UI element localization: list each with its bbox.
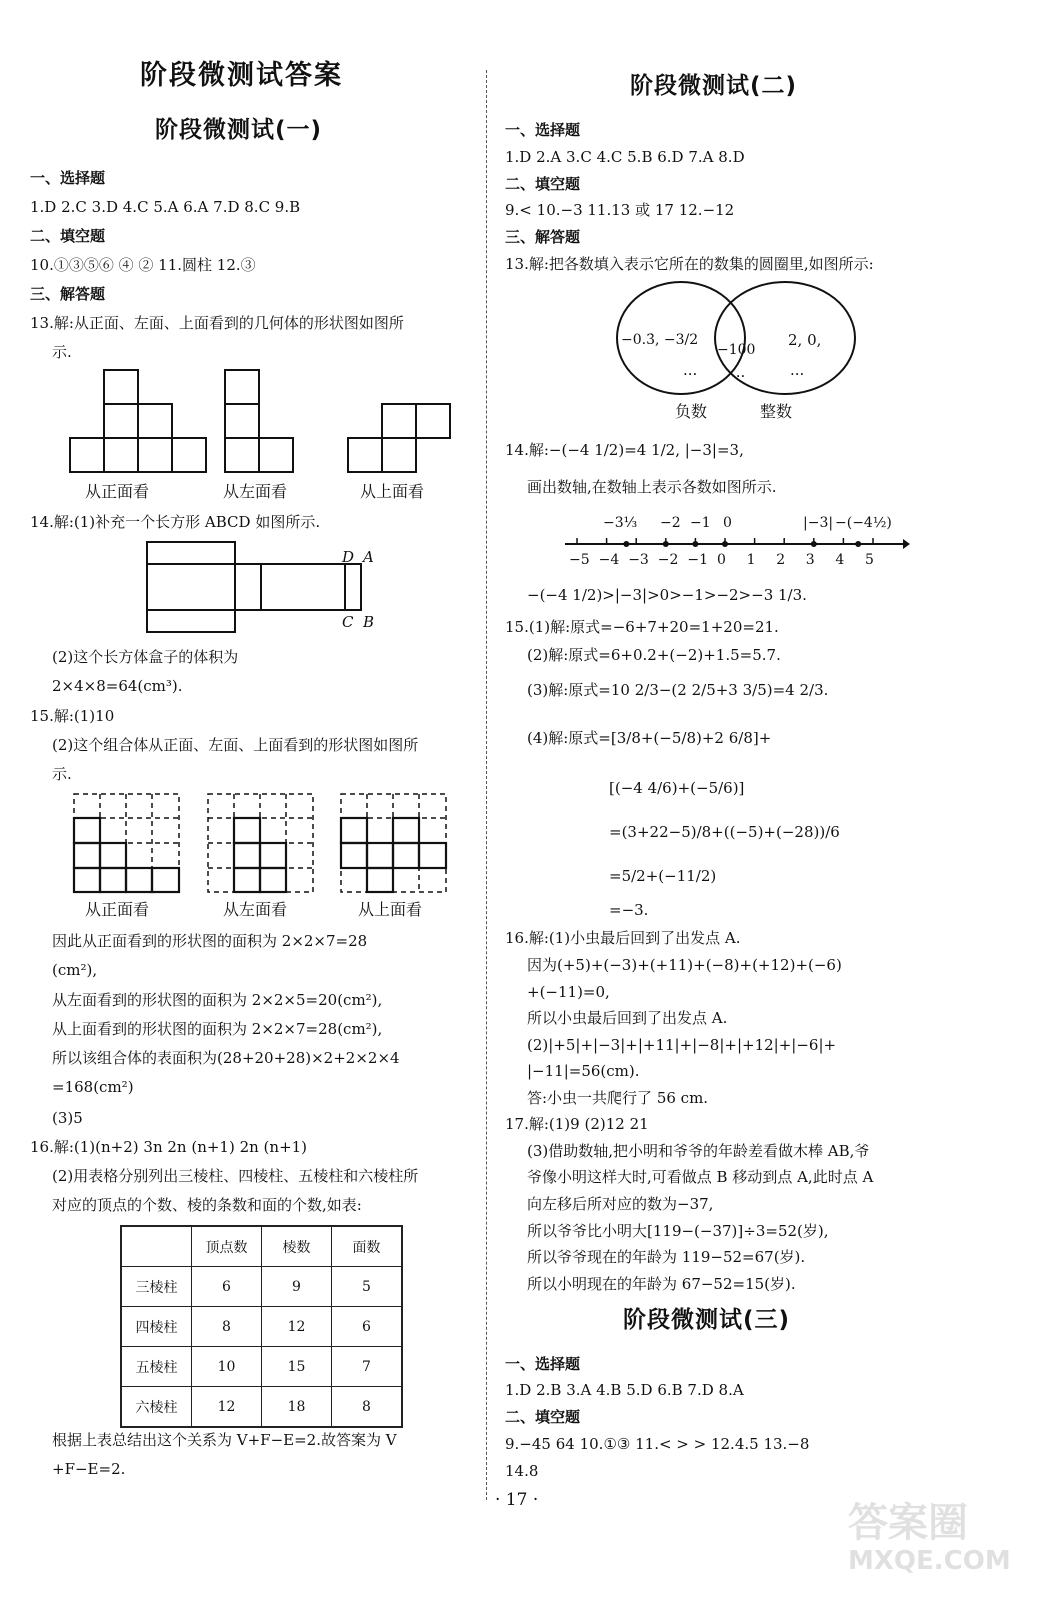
axis-point (811, 541, 817, 547)
test2-choice-answers: 1.D 2.A 3.C 4.C 5.B 6.D 7.A 8.D (505, 148, 745, 166)
axis-tick-label: 0 (717, 552, 726, 568)
test1-q15-line2: (2)这个组合体从正面、左面、上面看到的形状图如图所 (52, 736, 419, 754)
venn-middle-value: −100 (717, 342, 756, 358)
table-row (121, 1387, 402, 1428)
label-a: A (363, 548, 374, 566)
test2-q16-line6: |−11|=56(cm). (527, 1062, 640, 1080)
watermark-logo: 答案圈 (848, 1500, 968, 1546)
test1-sec-choice: 一、选择题 (30, 169, 106, 187)
axis-label-abs3: |−3| (803, 515, 834, 531)
test1-q15-line7: 从上面看到的形状图的面积为 2×2×7=28(cm²), (52, 1020, 383, 1038)
q13-views-figure (70, 370, 470, 475)
test3-choice-answers: 1.D 2.B 3.A 4.B 5.D 6.B 7.D 8.A (505, 1381, 744, 1399)
table-cell: 8 (332, 1387, 403, 1428)
test1-q13-line2: 示. (52, 343, 72, 361)
q15-views-figure (74, 794, 474, 894)
test1-q15-line3: 示. (52, 765, 72, 783)
test2-q17-line6: 所以爷爷现在的年龄为 119−52=67(岁). (527, 1248, 806, 1266)
axis-label-zero: 0 (723, 515, 732, 531)
test3-fill-answers-2: 14.8 (505, 1462, 539, 1480)
label-c: C (342, 613, 354, 631)
test1-q15-line4: 因此从正面看到的形状图的面积为 2×2×7=28 (52, 932, 368, 950)
test2-q14-line3: −(−4 1/2)>|−3|>0>−1>−2>−3 1/3. (527, 586, 807, 604)
table-cell: 9 (262, 1267, 332, 1307)
table-cell: 五棱柱 (121, 1347, 192, 1387)
watermark-url: MXQE.COM (848, 1546, 1011, 1576)
test2-q17-line4: 向左移后所对应的数为−37, (527, 1195, 714, 1213)
venn-left-more: ... (683, 361, 698, 379)
test2-q14-line2: 画出数轴,在数轴上表示各数如图所示. (527, 478, 777, 496)
test3-title: 阶段微测试(三) (623, 1307, 791, 1333)
venn-label-integer: 整数 (760, 402, 793, 421)
test2-title: 阶段微测试(二) (630, 73, 798, 99)
label-d: D (342, 548, 355, 566)
table-cell: 六棱柱 (121, 1387, 192, 1428)
test2-q15-1: 15.(1)解:原式=−6+7+20=1+20=21. (505, 618, 779, 636)
test2-q15-4c: =(3+22−5)/8+((−5)+(−28))/6 (609, 823, 840, 841)
axis-point (692, 541, 698, 547)
views1-caption-top: 从上面看 (360, 482, 425, 501)
table-cell: 6 (332, 1307, 403, 1347)
views1-caption-left: 从左面看 (223, 482, 288, 501)
axis-point (722, 541, 728, 547)
test2-q17-line2: (3)借助数轴,把小明和爷爷的年龄差看做木棒 AB,爷 (527, 1142, 870, 1160)
axis-tick-label: 2 (776, 552, 786, 568)
test1-choice-answers: 1.D 2.C 3.D 4.C 5.A 6.A 7.D 8.C 9.B (30, 198, 301, 216)
test2-q15-4e: =−3. (609, 901, 649, 919)
test2-q15-4d: =5/2+(−11/2) (609, 867, 717, 885)
test1-q16-line5: +F−E=2. (52, 1460, 126, 1478)
venn-right-values: 2, 0, (788, 331, 822, 349)
table-cell: 7 (332, 1347, 403, 1387)
test1-q14-line2: (2)这个长方体盒子的体积为 (52, 648, 239, 666)
table-row (121, 1347, 402, 1387)
test2-q16-line2: 因为(+5)+(−3)+(+11)+(−8)+(+12)+(−6) (527, 956, 842, 974)
views1-caption-front: 从正面看 (85, 482, 150, 501)
test2-fill-answers: 9.< 10.−3 11.13 或 17 12.−12 (505, 201, 735, 219)
table-header-row (121, 1226, 402, 1267)
views2-caption-front: 从正面看 (85, 900, 150, 919)
table-cell: 12 (262, 1307, 332, 1347)
test1-q15-line1: 15.解:(1)10 (30, 707, 115, 725)
table-cell: 18 (262, 1387, 332, 1428)
table-cell: 15 (262, 1347, 332, 1387)
axis-tick-label: −3 (628, 552, 649, 568)
table-cell: 5 (332, 1267, 403, 1307)
test1-q15-line5: (cm²), (52, 961, 98, 979)
views2-caption-top: 从上面看 (358, 900, 423, 919)
table-cell: 三棱柱 (121, 1267, 192, 1307)
axis-tick-label: 4 (835, 552, 845, 568)
page-number: · 17 · (495, 1490, 539, 1510)
axis-point (623, 541, 629, 547)
column-divider (486, 70, 487, 1500)
axis-label-neg3third: −3⅓ (603, 515, 638, 531)
table-row (121, 1307, 402, 1347)
test2-q17-line1: 17.解:(1)9 (2)12 21 (505, 1115, 649, 1133)
venn-left-values: −0.3̇, −3/2 (621, 332, 699, 348)
test2-q16-line5: (2)|+5|+|−3|+|+11|+|−8|+|+12|+|−6|+ (527, 1036, 837, 1054)
axis-tick-label: −5 (569, 552, 590, 568)
test1-fill-answers: 10.①③⑤⑥ ④ ② 11.圆柱 12.③ (30, 256, 256, 274)
venn-middle-more: ... (731, 363, 746, 381)
test3-sec-choice: 一、选择题 (505, 1355, 581, 1373)
test2-sec-choice: 一、选择题 (505, 121, 581, 139)
axis-tick-label: −2 (657, 552, 679, 568)
table-cell: 顶点数 (192, 1226, 262, 1267)
test1-q14-line3: 2×4×8=64(cm³). (52, 677, 183, 695)
test2-q14-line1: 14.解:−(−4 1/2)=4 1/2, |−3|=3, (505, 441, 744, 459)
axis-label-neg1: −1 (690, 515, 711, 531)
test1-sec-solve: 三、解答题 (30, 285, 106, 303)
table-cell: 12 (192, 1387, 262, 1428)
table-cell: 面数 (332, 1226, 403, 1267)
test2-sec-solve: 三、解答题 (505, 228, 581, 246)
views2-caption-left: 从左面看 (223, 900, 288, 919)
test1-sec-fill: 二、填空题 (30, 227, 106, 245)
axis-label-neg2: −2 (660, 515, 681, 531)
table-cell: 10 (192, 1347, 262, 1387)
page-title: 阶段微测试答案 (140, 60, 343, 91)
test2-q15-3: (3)解:原式=10 2/3−(2 2/5+3 3/5)=4 2/3. (527, 681, 829, 699)
test2-q17-line7: 所以小明现在的年龄为 67−52=15(岁). (527, 1275, 796, 1293)
test3-sec-fill: 二、填空题 (505, 1408, 581, 1426)
test2-q16-line1: 16.解:(1)小虫最后回到了出发点 A. (505, 929, 741, 947)
test2-q17-line5: 所以爷爷比小明大[119−(−37)]÷3=52(岁), (527, 1222, 829, 1240)
label-b: B (363, 613, 375, 631)
test1-q13-line1: 13.解:从正面、左面、上面看到的几何体的形状图如图所 (30, 314, 404, 332)
test1-q15-line10: (3)5 (52, 1109, 83, 1127)
test2-q13: 13.解:把各数填入表示它所在的数集的圆圈里,如图所示: (505, 255, 874, 273)
table-cell: 8 (192, 1307, 262, 1347)
test1-q16-line3: 对应的顶点的个数、棱的条数和面的个数,如表: (52, 1196, 362, 1214)
test2-q15-2: (2)解:原式=6+0.2+(−2)+1.5=5.7. (527, 646, 781, 664)
watermark (848, 1500, 1038, 1590)
test1-title: 阶段微测试(一) (155, 117, 323, 143)
axis-tick-label: 5 (865, 552, 874, 568)
table-row (121, 1267, 402, 1307)
test1-q15-line6: 从左面看到的形状图的面积为 2×2×5=20(cm²), (52, 991, 383, 1009)
test1-q16-line2: (2)用表格分别列出三棱柱、四棱柱、五棱柱和六棱柱所 (52, 1167, 419, 1185)
axis-point (663, 541, 669, 547)
test1-q15-line8: 所以该组合体的表面积为(28+20+28)×2+2×2×4 (52, 1049, 400, 1067)
table-cell (121, 1226, 192, 1267)
test1-q15-line9: =168(cm²) (52, 1078, 134, 1096)
test1-q16-line1: 16.解:(1)(n+2) 3n 2n (n+1) 2n (n+1) (30, 1138, 308, 1156)
test1-q14-line1: 14.解:(1)补充一个长方形 ABCD 如图所示. (30, 513, 321, 531)
prism-table (120, 1225, 403, 1428)
axis-tick-label: 3 (805, 552, 815, 568)
venn-right-more: ... (790, 361, 805, 379)
axis-tick-label: −4 (598, 552, 620, 568)
test2-q15-4b: [(−4 4/6)+(−5/6)] (609, 779, 745, 797)
axis-label-neg-neg4half: −(−4½) (835, 515, 892, 531)
test2-q17-line3: 爷像小明这样大时,可看做点 B 移动到点 A,此时点 A (527, 1168, 874, 1186)
test2-q16-line4: 所以小虫最后回到了出发点 A. (527, 1009, 728, 1027)
axis-tick-label: −1 (687, 552, 709, 568)
test2-q16-line3: +(−11)=0, (527, 983, 610, 1001)
test3-fill-answers: 9.−45 64 10.①③ 11.< > > 12.4.5 13.−8 (505, 1435, 810, 1453)
test1-q16-line4: 根据上表总结出这个关系为 V+F−E=2.故答案为 V (52, 1431, 397, 1449)
table-cell: 6 (192, 1267, 262, 1307)
table-cell: 棱数 (262, 1226, 332, 1267)
test2-q16-line7: 答:小虫一共爬行了 56 cm. (527, 1089, 709, 1107)
venn-label-negative: 负数 (675, 402, 708, 421)
test2-sec-fill: 二、填空题 (505, 175, 581, 193)
q14-net-figure (145, 540, 375, 635)
table-cell: 四棱柱 (121, 1307, 192, 1347)
axis-tick-label: 1 (746, 552, 756, 568)
axis-point (855, 541, 861, 547)
test2-q15-4a: (4)解:原式=[3/8+(−5/8)+2 6/8]+ (527, 729, 772, 747)
